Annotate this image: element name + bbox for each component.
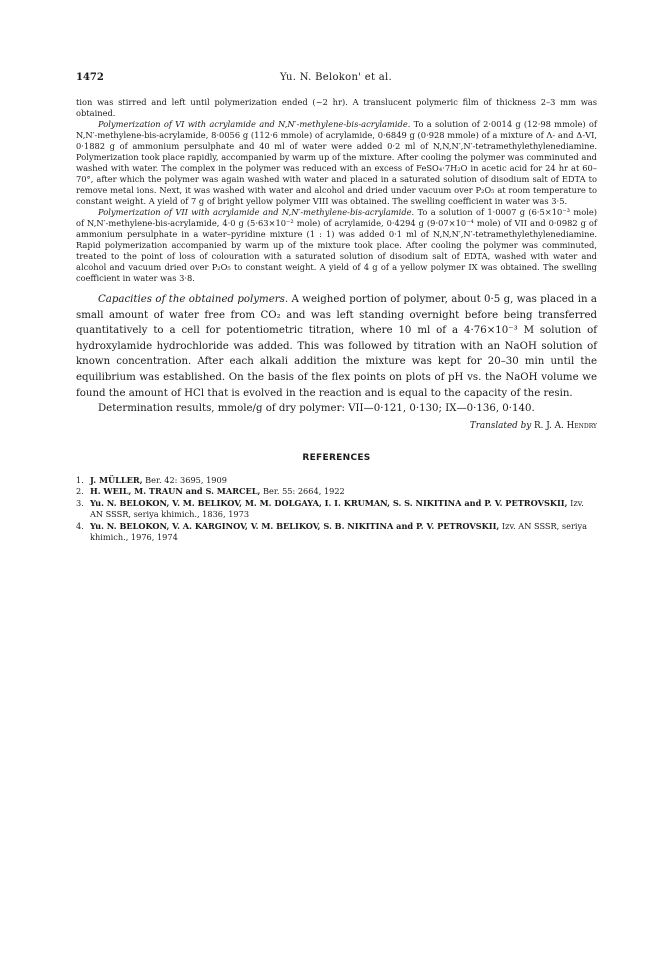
page-header [76, 72, 596, 88]
translator-credit [76, 421, 597, 431]
article-body [76, 97, 597, 544]
reference-item: 3. Yu. N. BELOKON, V. M. BELIKOV, M. M. DOLGAYA, I. I. KRUMAN, S. S. NIKITINA and P. V. PETROVSKII, Izv. AN SSSR, seriya khimich., 1836, 1973 [76, 497, 584, 520]
page-number: 1472 [76, 72, 104, 83]
paragraph-polymerization-vi [76, 119, 597, 207]
paragraph-text: To a solution of 2·0014 g (12·98 mmole) of N,N′-methylene-bis-acrylamide, 8·0056 g (112·6 mmole) of acrylamide, 0·6849 g (0·928 mmole) of a mixture of Λ- and Δ-VI, 0·1882 g of ammonium persulphate and 40 ml of water were added 0·2 ml of N,N,N′,N′-tetramethylethylenediamine. Polymerization took place rapidly, accompanied by warm up of the mixture. After cooling the polymer was comminuted and washed with water. The complex in the polymer was reduced with an excess of FeSO₄·7H₂O in acetic acid for 24 hr at 60–70°, after which the polymer was again washed with water and placed in a saturated solution of disodium salt of EDTA to remove metal ions. Next, it was washed with water and alcohol and dried under vacuum over P₂O₅ at room temperature to constant weight. A yield of 7 g of bright yellow polymer VIII was obtained. The swelling coefficient in water was 3·5. [76, 119, 597, 206]
references-heading: REFERENCES [302, 452, 371, 463]
paragraph-capacities [76, 292, 597, 401]
reference-item: 2. H. WEIL, M. TRAUN and S. MARCEL, Ber. 55: 2664, 1922 [76, 486, 345, 497]
paragraph-polymerization-vii [76, 207, 597, 284]
subheading-polymerization-vii: Polymerization of VII with acrylamide and N,N′-methylene-bis-acrylamide. [98, 207, 415, 217]
paragraph-results: Determination results, mmole/g of dry polymer: VII—0·121, 0·130; IX—0·136, 0·140. [98, 403, 535, 415]
translator-prefix: Translated by [469, 420, 532, 431]
paragraph-text: To a solution of 1·0007 g (6·5×10⁻³ mole) of N,N′-methylene-bis-acrylamide, 4·0 g (5·63×10⁻² mole) of acrylamide, 0·4294 g (9·07×10⁻⁴ mole) of VII and 0·0982 g of ammonium persulphate in a water–pyridine mixture (1 : 1) was added 0·1 ml of N,N,N′,N′-tetramethylethylenediamine. Rapid polymerization accompanied by warm up of the mixture took place. After cooling the polymer was comminuted, treated to the point of loss of colouration with a saturated solution of disodium salt of EDTA, washed with water and alcohol and vacuum dried over P₂O₅ to constant weight. A yield of 4 g of a yellow polymer IX was obtained. The swelling coefficient in water was 3·8. [76, 207, 598, 283]
capacities-section [76, 292, 597, 417]
running-head: Yu. N. Belokon' et al. [280, 72, 392, 83]
subheading-capacities: Capacities of the obtained polymers. [98, 294, 289, 305]
references-list [76, 475, 597, 544]
reference-item: 1. J. MÜLLER, Ber. 42: 3695, 1909 [76, 474, 227, 485]
experimental-section [76, 97, 597, 284]
paragraph-text: A weighed portion of polymer, about 0·5 g, was placed in a small amount of water free from CO₂ and was left standing overnight before being transferred quantitatively to a cell for potentiometric titration, where 10 ml of a 4·76×10⁻³ M solution of hydroxylamide hydrochloride was added. This was followed by titration with an NaOH solution of known concentration. After each alkali addition the mixture was kept for 20–30 min until the equilibrium was established. On the basis of the flex points on plots of pH vs. the NaOH volume we found the amount of HCl that is evolved in the reaction and is equal to the capacity of the resin. [76, 294, 598, 399]
paragraph-continuation: tion was stirred and left until polymerization ended (~2 hr). A translucent polymeric film of thickness 2–3 mm was obtained. [76, 97, 597, 118]
reference-item: 4. Yu. N. BELOKON, V. A. KARGINOV, V. M. BELIKOV, S. B. NIKITINA and P. V. PETROVSKII, Izv. AN SSSR, seriya khimich., 1976, 1974 [76, 520, 587, 543]
subheading-polymerization-vi: Polymerization of VI with acrylamide and N,N′-methylene-bis-acrylamide. [98, 119, 411, 129]
translator-name: R. J. A. Hendry [533, 420, 597, 431]
